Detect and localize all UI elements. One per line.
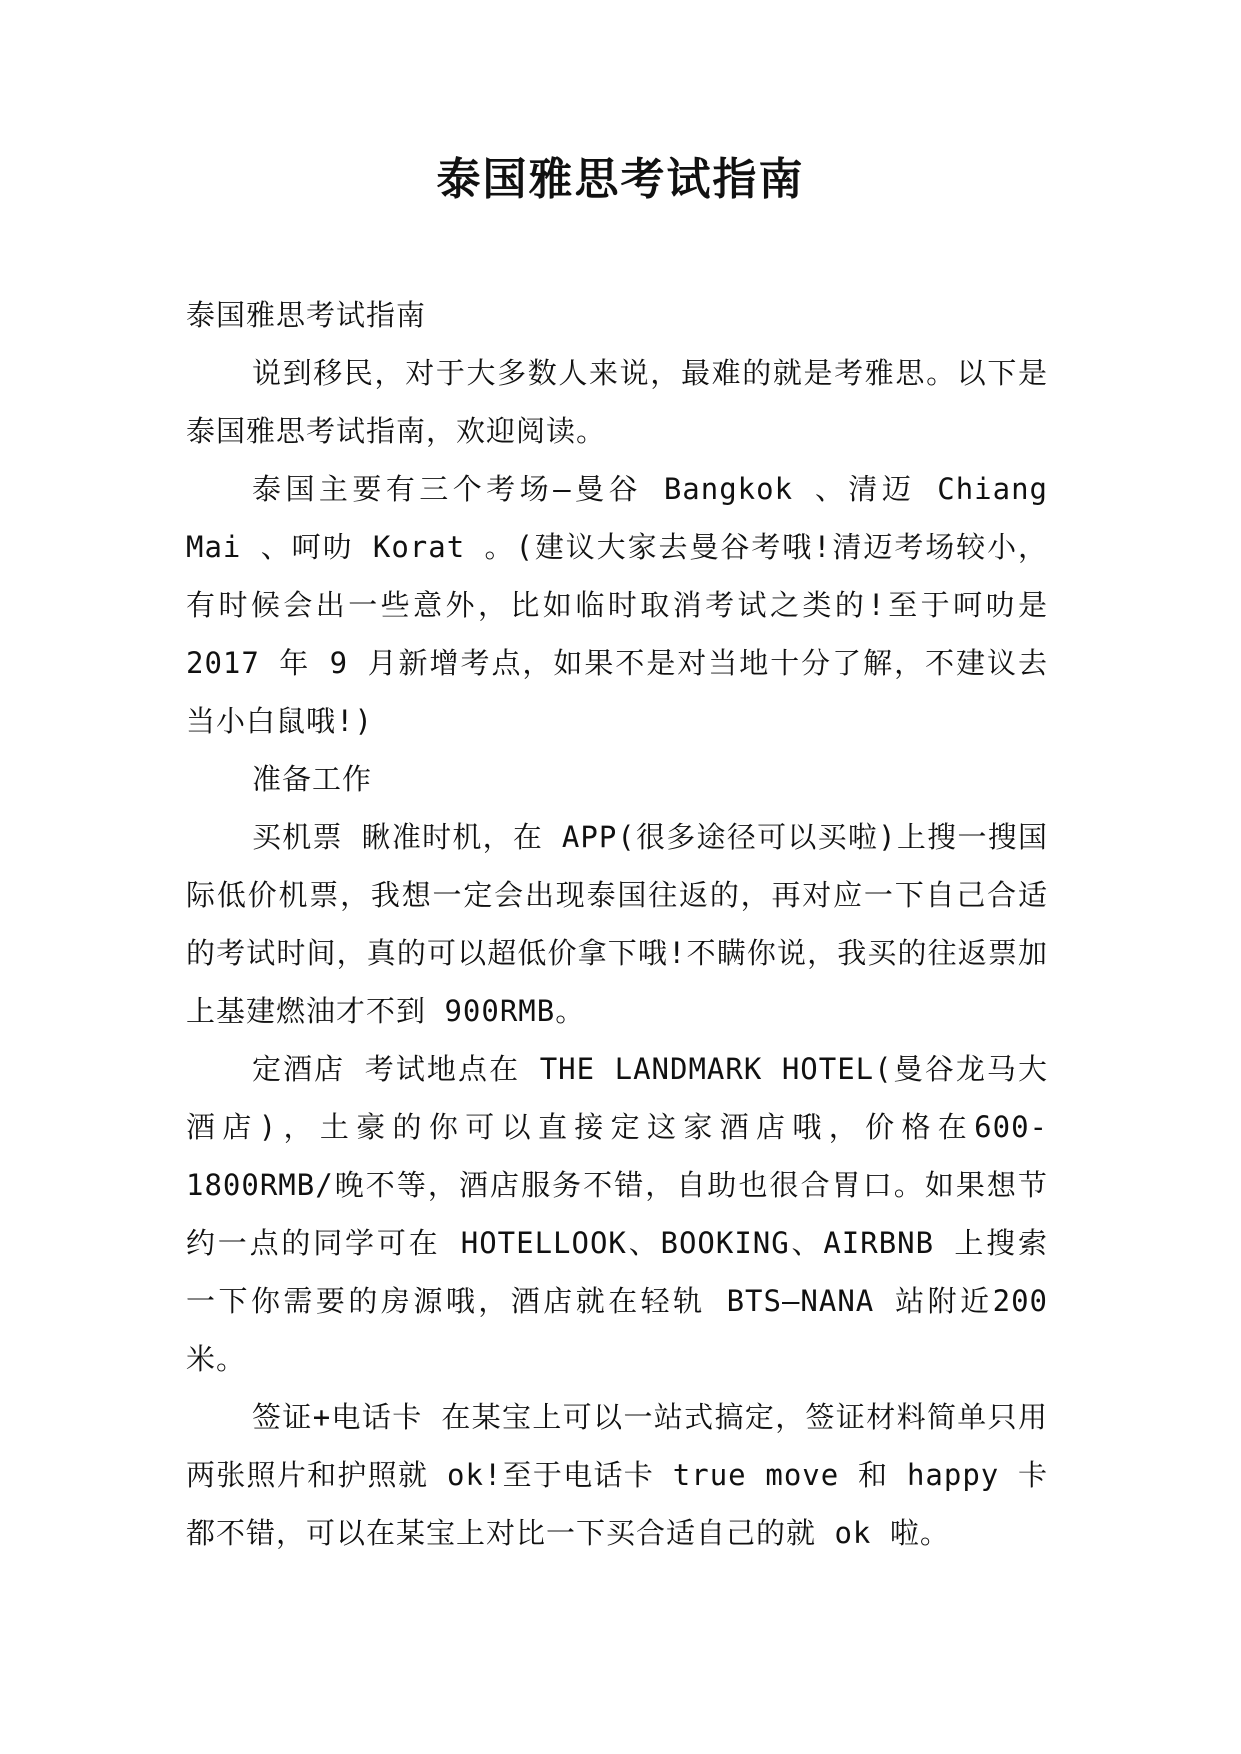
visa-sim-paragraph: 签证+电话卡 在某宝上可以一站式搞定，签证材料简单只用两张照片和护照就 ok!至于电话卡 true move 和 happy 卡都不错，可以在某宝上对比一下买合适自己的就 ok 啦。 [186,1400,1048,1550]
section-heading-preparation: 准备工作 [252,762,373,796]
subtitle-paragraph: 泰国雅思考试指南 [186,298,427,332]
document-body [186,286,1048,1562]
test-centers-paragraph: 泰国主要有三个考场—曼谷 Bangkok 、清迈 Chiang Mai 、呵叻 Korat 。(建议大家去曼谷考哦!清迈考场较小，有时候会出一些意外，比如临时取消考试之类的!至于呵叻是 2017 年 9 月新增考点，如果不是对当地十分了解，不建议去当小白鼠哦!) [186,472,1048,738]
document-title: 泰国雅思考试指南 [436,154,805,205]
hotel-paragraph: 定酒店 考试地点在 THE LANDMARK HOTEL(曼谷龙马大酒店)，土豪的你可以直接定这家酒店哦，价格在600-1800RMB/晚不等，酒店服务不错，自助也很合胃口。如果想节约一点的同学可在 HOTELLOOK、BOOKING、AIRBNB 上搜索一下你需要的房源哦，酒店就在轻轨 BTS—NANA 站附近200 米。 [186,1052,1048,1376]
intro-paragraph: 说到移民，对于大多数人来说，最难的就是考雅思。以下是泰国雅思考试指南，欢迎阅读。 [186,356,1048,448]
flight-paragraph: 买机票 瞅准时机，在 APP(很多途径可以买啦)上搜一搜国际低价机票，我想一定会出现泰国往返的，再对应一下自己合适的考试时间，真的可以超低价拿下哦!不瞒你说，我买的往返票加上基建燃油才不到 900RMB。 [186,820,1048,1028]
